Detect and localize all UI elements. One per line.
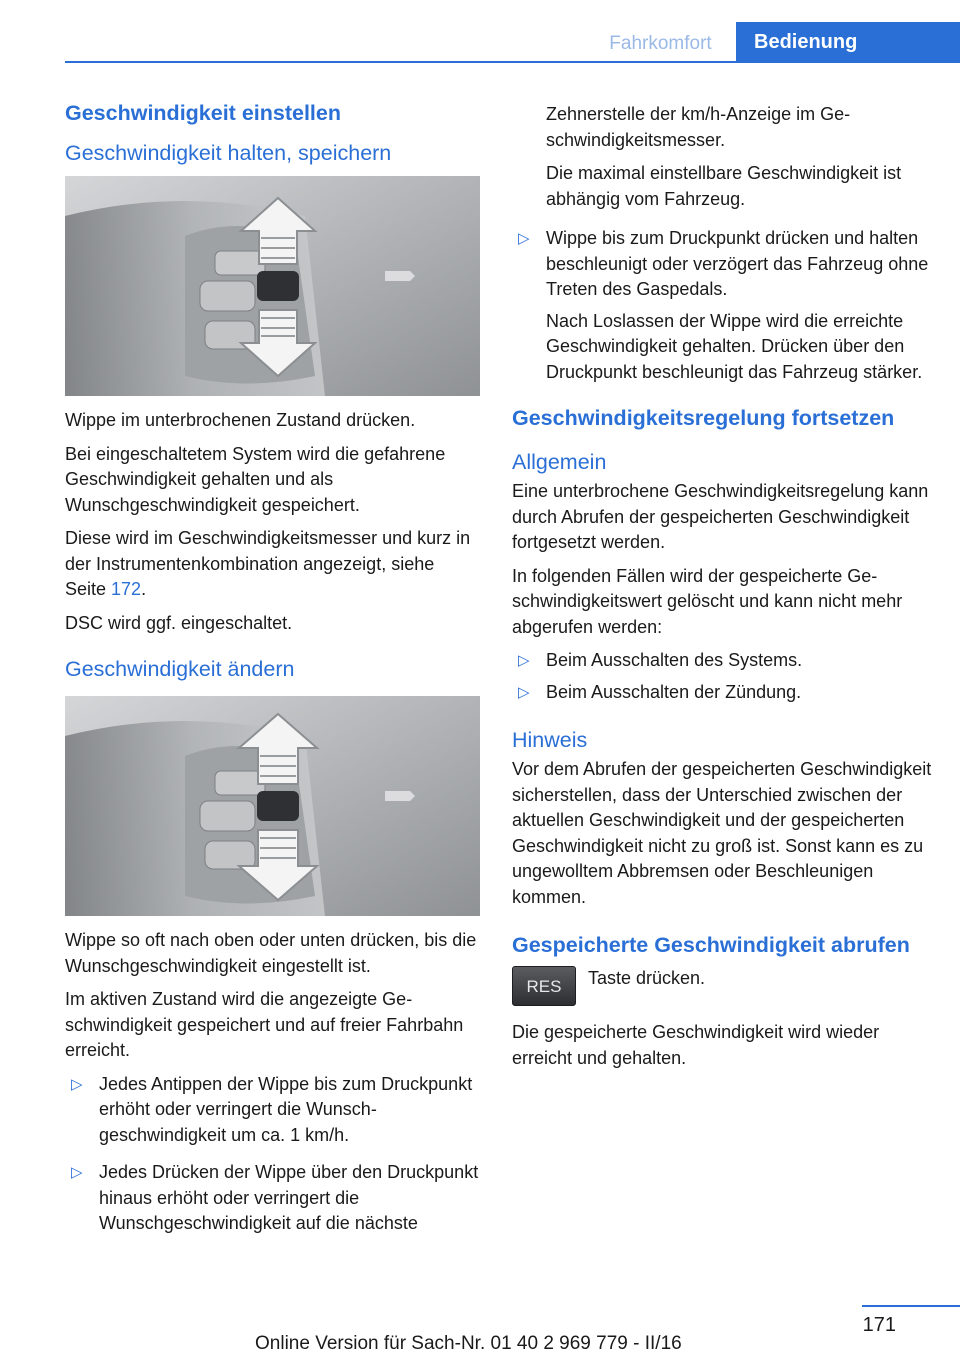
res-instruction xyxy=(512,966,932,1006)
header-section-tab: Fahrkomfort xyxy=(609,33,712,54)
footer-rule xyxy=(862,1305,960,1307)
steering-wheel-illustration xyxy=(65,696,480,916)
header-rule xyxy=(65,61,960,63)
triangle-bullet-icon: ▷ xyxy=(71,1075,83,1093)
text-press-often: Wippe so oft nach oben oder unten drücken, bis die Wunschgeschwindigkeit eingestellt ist. xyxy=(65,930,477,976)
list-item: ▷ Jedes Drücken der Wippe über den Druckpunkt hinaus erhöht oder verringert die Wunschgeschwindigkeit auf die nächste xyxy=(71,1162,479,1233)
heading-set-speed: Geschwindigkeit einstellen xyxy=(65,101,341,125)
heading-general: Allgemein xyxy=(512,450,607,474)
text-recall-result: Die gespeicherte Geschwindigkeit wird wieder erreicht und gehalten. xyxy=(512,1022,880,1068)
header-chapter-tab: Bedienung xyxy=(736,22,960,61)
list-rocker-hold xyxy=(512,226,932,385)
text-active-state: Im aktiven Zustand wird die angezeigte Geschwindigkeit gespeichert und auf freier Fahrbahn erreicht. xyxy=(65,989,464,1060)
page-link-172[interactable]: 172 xyxy=(111,579,142,599)
heading-recall-speed: Gespeicherte Geschwindigkeit abrufen xyxy=(512,933,910,957)
triangle-bullet-icon: ▷ xyxy=(518,230,530,247)
text-general-1: Eine unterbrochene Geschwindigkeitsregelung kann durch Abrufen der gespeicherten Geschwindigkeit fortgesetzt werden. xyxy=(512,481,929,552)
steering-wheel-rocker-figure-hold xyxy=(65,176,480,396)
text-dsc: DSC wird ggf. eingeschaltet. xyxy=(65,612,293,633)
heading-note: Hinweis xyxy=(512,728,588,752)
triangle-bullet-icon: ▷ xyxy=(518,683,530,701)
online-version-note: Online Version für Sach-Nr. 01 40 2 969 779 - II/16 xyxy=(255,1333,682,1354)
text-note: Vor dem Abrufen der gespeicherten Geschwindigkeit sicherstellen, dass der Unterschied zwischen der aktuellen Geschwindigkeit und der gespeicherten Geschwindigkeit nicht zu groß ist. Sonst kann es zu ungewolltem Abbremsen oder Beschleunigen kommen. xyxy=(512,759,932,907)
text-system-on: Bei eingeschaltetem System wird die gefahrene Geschwindigkeit gehalten und als Wunschgeschwindigkeit gespeichert. xyxy=(65,443,446,515)
triangle-bullet-icon: ▷ xyxy=(518,652,530,669)
continued-bullet xyxy=(512,102,932,212)
heading-resume-control: Geschwindigkeitsregelung fortsetzen xyxy=(512,406,895,430)
text-press-button: Taste drücken. xyxy=(588,968,706,988)
list-item: ▷ Beim Ausschalten der Zündung. xyxy=(512,680,932,706)
heading-change-speed: Geschwindigkeit ändern xyxy=(65,657,295,681)
steering-wheel-rocker-figure-change xyxy=(65,696,480,916)
text-general-2: In folgenden Fällen wird der gespeicherte Geschwindigkeitswert gelöscht und kann nicht mehr abgerufen werden: xyxy=(512,565,903,637)
text-press-rocker: Wippe im unterbrochenen Zustand drücken. xyxy=(65,410,416,430)
list-deletion-cases xyxy=(512,648,932,705)
page-number: 171 xyxy=(862,1314,896,1336)
list-item: ▷ Jedes Antippen der Wippe bis zum Druckpunkt erhöht oder verringert die Wunschgeschwindigkeit um ca. 1 km/h. xyxy=(71,1073,473,1145)
list-rocker-actions xyxy=(65,1072,480,1237)
right-column xyxy=(512,102,932,1079)
triangle-bullet-icon: ▷ xyxy=(71,1164,83,1181)
text-display-info: Diese wird im Geschwindigkeitsmesser und kurz in der Instrumentenkombination angezeigt, siehe Seite 172. xyxy=(65,528,471,599)
heading-hold-speed: Geschwindigkeit halten, speichern xyxy=(65,141,392,165)
left-column xyxy=(65,100,480,1249)
list-item: ▷ Wippe bis zum Druckpunkt drücken und halten beschleunigt oder verzögert das Fahrzeug ohne Treten des Gaspedals. Nach Loslassen der Wippe wird die erreichte Geschwindigkeit gehalten. Drücken über den Druckpunkt beschleunigt das Fahrzeug stärker. xyxy=(518,228,929,382)
res-button[interactable]: RES xyxy=(512,966,576,1006)
text-max-speed: Die maximal einstellbare Geschwindigkeit ist abhängig vom Fahrzeug. xyxy=(546,163,902,209)
steering-wheel-illustration xyxy=(65,176,480,396)
text-tens-digit: Zehnerstelle der km/h-Anzeige im Geschwindigkeitsmesser. xyxy=(546,104,851,150)
list-item: ▷ Beim Ausschalten des Systems. xyxy=(512,648,932,674)
